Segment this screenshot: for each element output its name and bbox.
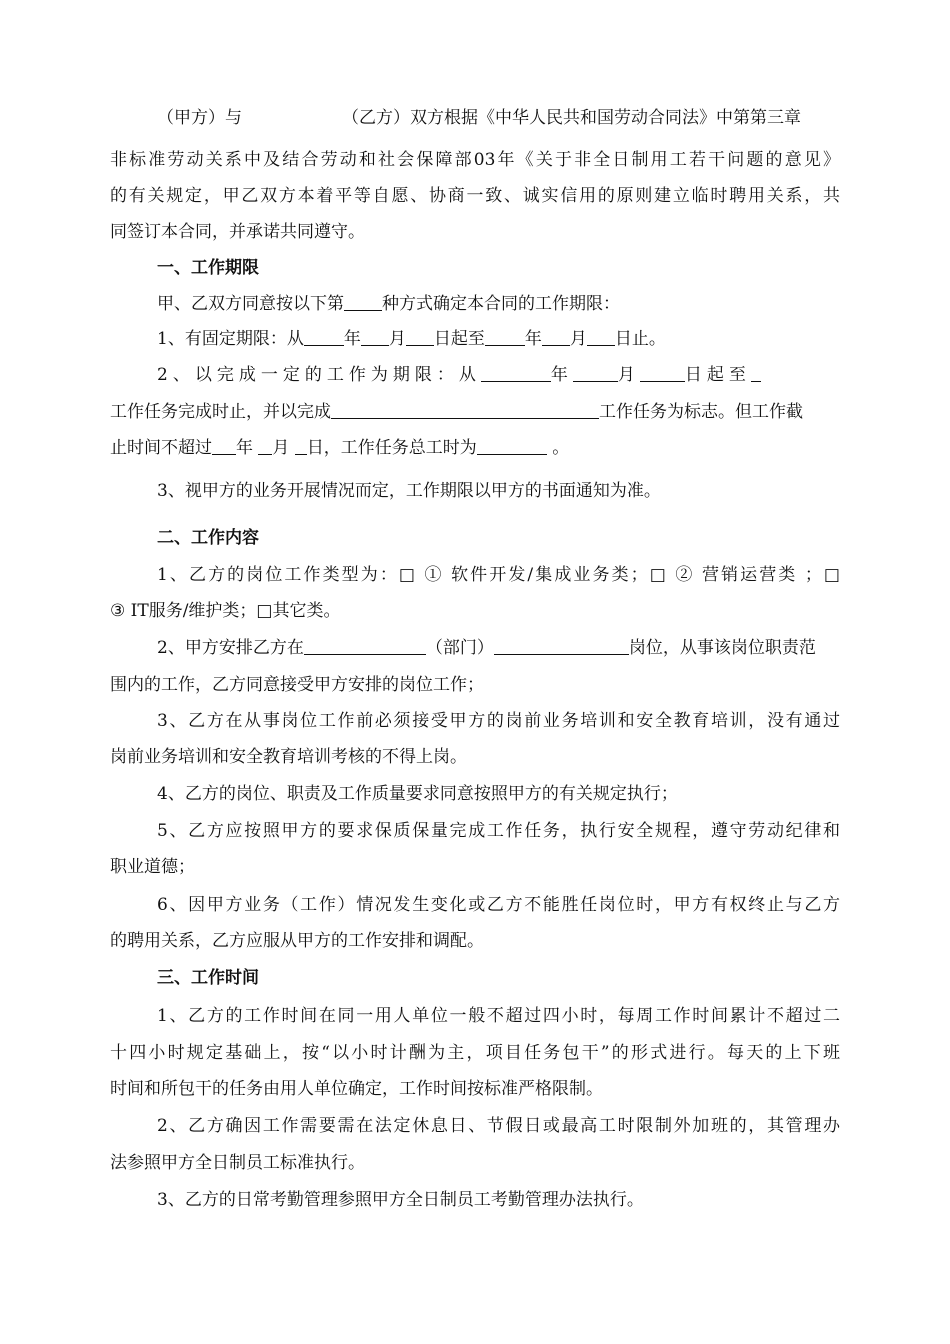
s1-item-1: 1、有固定期限：从 年 月 日起至 年 月 日止。 [157, 329, 666, 349]
blank [481, 364, 551, 382]
s1-item-2-line-3: 止时间不超过 年 月 日，工作任务总工时为 。 [110, 438, 570, 458]
blank [485, 328, 525, 346]
section-1-title: 一、工作期限 [157, 258, 259, 278]
method-number-blank [344, 293, 382, 311]
position-blank [494, 637, 629, 655]
intro-line-3: 的有关规定，甲乙双方本着平等自愿、协商一致、诚实信用的原则建立临时聘用关系，共 [110, 186, 840, 206]
s2-item-3-line-1: 3、乙方在从事岗位工作前必须接受甲方的岗前业务培训和安全教育培训，没有通过 [157, 711, 840, 731]
s1-item-3: 3、视甲方的业务开展情况而定，工作期限以甲方的书面通知为准。 [157, 481, 661, 501]
department-blank [304, 637, 426, 655]
s3-item-1-line-2: 十四小时规定基础上，按“以小时计酬为主，项目任务包干”的形式进行。每天的上下班 [110, 1043, 840, 1063]
s2-item-2-line-1: 2、甲方安排乙方在 （部门） 岗位，从事该岗位职责范 [157, 638, 816, 658]
s3-item-1-line-1: 1、乙方的工作时间在同一用人单位一般不超过四小时，每周工作时间累计不超过二 [157, 1006, 840, 1026]
s2-item-5-line-1: 5、乙方应按照甲方的要求保质保量完成工作任务，执行安全规程，遵守劳动纪律和 [157, 821, 840, 841]
s3-item-1-line-3: 时间和所包干的任务由用人单位确定，工作时间按标准严格限制。 [110, 1079, 603, 1099]
s2-item-6-line-2: 的聘用关系，乙方应服从甲方的工作安排和调配。 [110, 931, 484, 951]
section-3-title: 三、工作时间 [157, 968, 259, 988]
hours-blank [477, 437, 547, 455]
section-2-title: 二、工作内容 [157, 528, 259, 548]
s3-item-2-line-2: 法参照甲方全日制员工标准执行。 [110, 1153, 365, 1173]
blank [542, 328, 570, 346]
s3-item-3: 3、乙方的日常考勤管理参照甲方全日制员工考勤管理办法执行。 [157, 1190, 644, 1210]
blank [587, 328, 615, 346]
intro-line-4: 同签订本合同，并承诺共同遵守。 [110, 222, 365, 242]
intro-line-2: 非标准劳动关系中及结合劳动和社会保障部03年《关于非全日制用工若干问题的意见》 [110, 150, 840, 170]
blank [640, 364, 685, 382]
blank [751, 364, 761, 382]
blank [573, 364, 618, 382]
party-a-label: （甲方）与 [157, 108, 242, 128]
blank [406, 328, 434, 346]
s2-item-4: 4、乙方的岗位、职责及工作质量要求同意按照甲方的有关规定执行； [157, 784, 678, 804]
blank [258, 437, 272, 455]
blank [212, 437, 236, 455]
s2-item-1-line-1: 1、乙方的岗位工作类型为：□ ① 软件开发/集成业务类；□ ② 营销运营类 ；□ [157, 565, 840, 585]
s2-item-3-line-2: 岗前业务培训和安全教育培训考核的不得上岗。 [110, 747, 467, 767]
s2-item-5-line-2: 职业道德； [110, 857, 195, 877]
task-blank [331, 401, 599, 419]
s1-intro-line: 甲、乙双方同意按以下第 种方式确定本合同的工作期限： [157, 294, 620, 314]
s2-item-2-line-2: 围内的工作，乙方同意接受甲方安排的岗位工作； [110, 675, 484, 695]
s3-item-2-line-1: 2、乙方确因工作需要需在法定休息日、节假日或最高工时限制外加班的，其管理办 [157, 1116, 840, 1136]
blank [361, 328, 389, 346]
s2-item-6-line-1: 6、因甲方业务（工作）情况发生变化或乙方不能胜任岗位时，甲方有权终止与乙方 [157, 895, 840, 915]
blank [304, 328, 344, 346]
s1-item-2-line-1: 2、以完成一定的工作为期限：从 年 月 日起至 [157, 363, 840, 387]
s1-item-2-line-2: 工作任务完成时止，并以完成 工作任务为标志。但工作截 [110, 402, 803, 422]
blank [295, 437, 307, 455]
s2-item-1-line-2: ③ IT服务/维护类；□其它类。 [110, 601, 341, 621]
intro-line-1: （甲方）与 （乙方）双方根据《中华人民共和国劳动合同法》中第第三章 [157, 108, 801, 128]
